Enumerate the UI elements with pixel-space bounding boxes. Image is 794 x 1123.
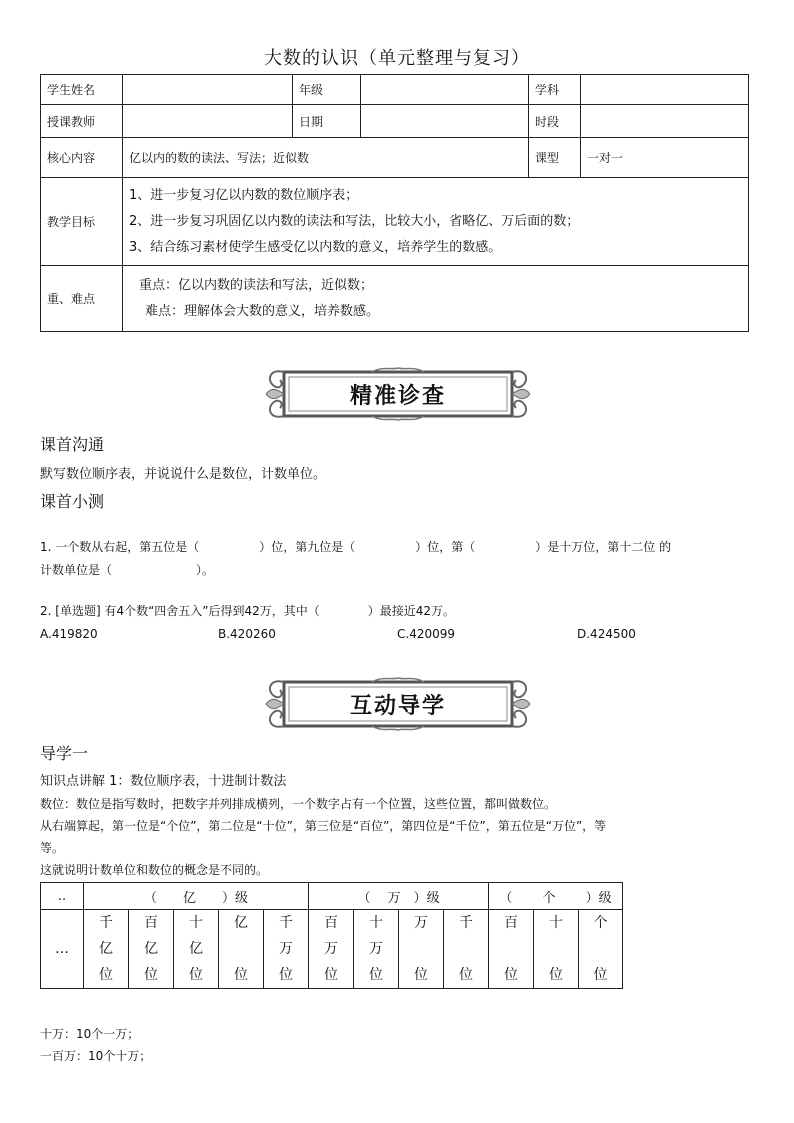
subject-field[interactable] xyxy=(581,75,749,105)
explanation-line: 等。 xyxy=(40,841,65,855)
period-label: 时段 xyxy=(529,105,581,138)
level-yi: （ 亿 ）级 xyxy=(84,883,309,910)
section-heading: 导学一 xyxy=(40,744,89,763)
place-cell: 万 位 xyxy=(399,910,444,989)
date-field[interactable] xyxy=(361,105,529,138)
note-line: 一百万：10个十万； xyxy=(40,1049,152,1063)
option-d[interactable]: D.424500 xyxy=(577,627,636,641)
place-cell: 十 万 位 xyxy=(354,910,399,989)
core-content: 亿以内的数的读法、写法；近似数 xyxy=(123,138,529,178)
question-1-cont: 计数单位是（ ）。 xyxy=(40,563,215,577)
place-cell: 十 亿 位 xyxy=(174,910,219,989)
question-1: 1. 一个数从右起，第五位是（ ）位，第九位是（ ）位，第（ ）是十万位，第十二位 的 xyxy=(40,540,672,554)
explanation-line: 数位：数位是指写数时，把数字并列排成横列，一个数字占有一个位置，这些位置，都叫做数位。 xyxy=(40,797,557,811)
note-line: 十万：10个一万； xyxy=(40,1027,140,1041)
core-label: 核心内容 xyxy=(41,138,123,178)
corner-cell: .. xyxy=(41,883,84,910)
period-field[interactable] xyxy=(581,105,749,138)
goal-content xyxy=(123,178,749,266)
option-a[interactable]: A.419820 xyxy=(40,627,98,641)
instruction-text: 默写数位顺序表，并说说什么是数位，计数单位。 xyxy=(40,467,327,482)
type-label: 课型 xyxy=(529,138,581,178)
goal-line: 3、结合练习素材使学生感受亿以内数的意义，培养学生的数感。 xyxy=(129,239,502,255)
grade-field[interactable] xyxy=(361,75,529,105)
banner-diagnosis xyxy=(262,364,534,424)
ellipsis-cell: … xyxy=(41,910,84,989)
banner-title: 互动导学 xyxy=(349,693,446,719)
place-cell: 百 万 位 xyxy=(309,910,354,989)
section-heading: 课首小测 xyxy=(40,492,105,511)
explanation-line: 这就说明计数单位和数位的概念是不同的。 xyxy=(40,863,269,877)
key-label: 重、难点 xyxy=(41,266,123,332)
banner-title: 精准诊查 xyxy=(349,383,446,409)
goal-line: 1、进一步复习亿以内数的数位顺序表； xyxy=(129,187,359,203)
level-ge: （ 个 ）级 xyxy=(489,883,623,910)
lesson-info-table xyxy=(40,74,749,332)
question-2: 2. [单选题] 有4个数“四舍五入”后得到42万，其中（ ）最接近42万。 xyxy=(40,604,456,618)
place-cell: 千 亿 位 xyxy=(84,910,129,989)
place-cell: 百 位 xyxy=(489,910,534,989)
place-value-table xyxy=(40,882,623,989)
student-label: 学生姓名 xyxy=(41,75,123,105)
key-content xyxy=(123,266,749,332)
goal-label: 教学目标 xyxy=(41,178,123,266)
date-label: 日期 xyxy=(293,105,361,138)
place-cell: 十 位 xyxy=(534,910,579,989)
student-field[interactable] xyxy=(123,75,293,105)
grade-label: 年级 xyxy=(293,75,361,105)
place-cell: 个 位 xyxy=(579,910,623,989)
key-point: 重点：亿以内数的读法和写法，近似数； xyxy=(139,277,374,293)
option-c[interactable]: C.420099 xyxy=(397,627,456,641)
goal-line: 2、进一步复习巩固亿以内数的读法和写法，比较大小，省略亿、万后面的数； xyxy=(129,213,580,229)
subject-label: 学科 xyxy=(529,75,581,105)
place-cell: 亿 位 xyxy=(219,910,264,989)
type-value: 一对一 xyxy=(581,138,749,178)
place-cell: 千 万 位 xyxy=(264,910,309,989)
knowledge-point-title: 知识点讲解 1：数位顺序表，十进制计数法 xyxy=(40,774,287,789)
page-title: 大数的认识（单元整理与复习） xyxy=(264,48,530,69)
teacher-field[interactable] xyxy=(123,105,293,138)
place-cell: 千 位 xyxy=(444,910,489,989)
explanation-line: 从右端算起，第一位是“个位”，第二位是“十位”，第三位是“百位”，第四位是“千位”，第五位是“万位”，等 xyxy=(40,819,607,833)
difficult-point: 难点：理解体会大数的意义，培养数感。 xyxy=(145,303,380,319)
option-b[interactable]: B.420260 xyxy=(218,627,276,641)
banner-guided-study xyxy=(262,674,534,734)
level-wan: （ 万 ）级 xyxy=(309,883,489,910)
place-cell: 百 亿 位 xyxy=(129,910,174,989)
teacher-label: 授课教师 xyxy=(41,105,123,138)
section-heading: 课首沟通 xyxy=(40,435,105,454)
